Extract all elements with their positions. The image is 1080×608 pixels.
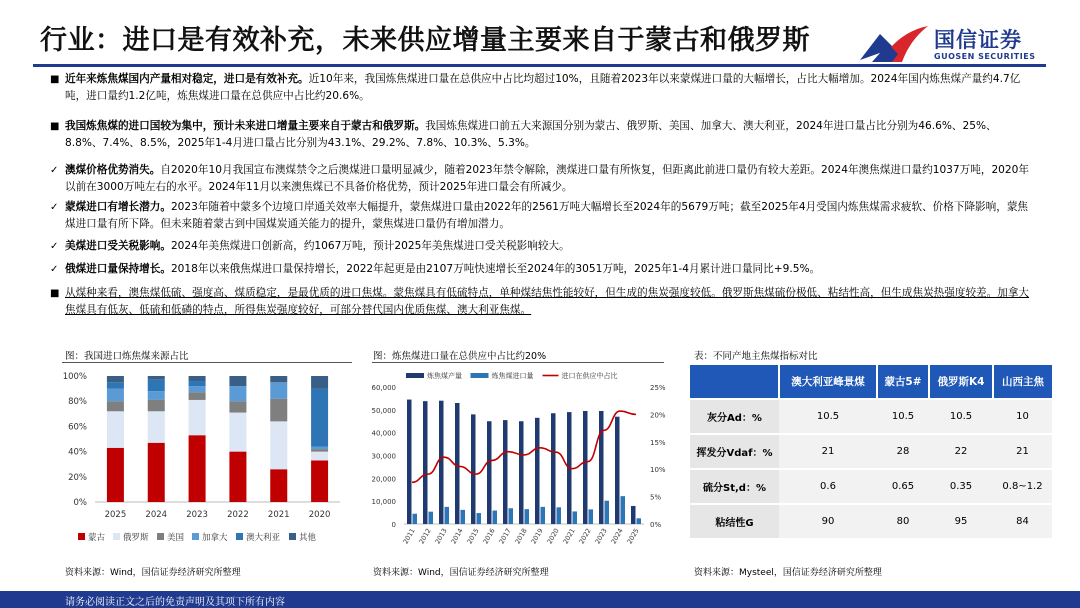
x-tick-label: 2020 — [545, 527, 561, 546]
y-tick-label: 10,000 — [371, 498, 396, 507]
bar-segment-俄罗斯 — [107, 411, 124, 448]
bar-import — [541, 507, 546, 524]
x-tick-label: 2013 — [433, 527, 449, 546]
x-tick-label: 2023 — [593, 527, 609, 546]
bar-production — [551, 413, 556, 524]
table-cell: 95 — [929, 504, 993, 538]
bar-segment-澳大利亚 — [107, 382, 124, 388]
header-divider — [33, 64, 1046, 67]
paragraph-2-text: 我国炼焦煤进口前五大来源国分别为蒙古、俄罗斯、美国、加拿大、澳大利亚，2024年进口量占比分别为46.6%、25%、8.8%、7.4%、8.5%，2025年1-4月进口量占比分别为43.1%、29.2%、7.8%、10.3%、5.3%。 — [65, 120, 997, 149]
y-tick-label: 50,000 — [371, 406, 396, 415]
bar-segment-澳大利亚 — [148, 380, 165, 391]
page-title: 行业：进口是有效补充，未来供应增量主要来自于蒙古和俄罗斯 — [40, 25, 810, 56]
bar-segment-其他 — [311, 376, 328, 389]
y-tick-label: 40% — [68, 447, 87, 458]
logo-text-en: GUOSEN SECURITIES — [934, 52, 1036, 61]
x-tick-label: 2016 — [481, 527, 497, 546]
bar-segment-其他 — [189, 376, 206, 381]
y-tick-label: 20,000 — [371, 475, 396, 484]
bar-production — [631, 506, 636, 524]
x-tick-label: 2023 — [186, 510, 208, 520]
legend-label: 澳大利亚 — [246, 533, 281, 543]
bar-segment-其他 — [107, 376, 124, 382]
bar-import — [589, 509, 594, 524]
bar-segment-美国 — [311, 449, 328, 452]
table-row-label: 挥发分Vdaf：% — [690, 434, 779, 469]
table-cell: 84 — [993, 504, 1052, 538]
bar-production — [423, 401, 428, 524]
paragraph-1-lead: 近年来炼焦煤国内产量相对稳定，进口是有效补充。 — [65, 73, 309, 85]
table-header-cell: 山西主焦 — [993, 365, 1052, 399]
paragraph-5 — [65, 238, 1030, 255]
bar-segment-其他 — [229, 376, 246, 386]
bar-import — [413, 514, 418, 524]
legend-swatch — [406, 373, 424, 378]
y2-tick-label: 5% — [650, 493, 662, 502]
bar-production — [615, 417, 620, 524]
table-cell: 0.35 — [929, 469, 993, 504]
y2-tick-label: 15% — [650, 438, 666, 447]
x-tick-label: 2021 — [267, 510, 290, 520]
paragraph-4 — [65, 199, 1030, 233]
paragraph-4-text: 2023年随着中蒙多个边境口岸通关效率大幅提升，蒙焦煤进口量由2022年的2561万吨大幅增长至2024年的5679万吨；截至2025年4月受国内炼焦煤需求疲软、价格下降影响，蒙焦煤进口量有所下降。但未来随着蒙古到中国煤炭通关能力的提升，蒙焦煤进口量仍有增加潜力。 — [65, 201, 1029, 230]
bar-import — [637, 518, 642, 524]
bar-production — [455, 403, 460, 524]
table-cell: 0.6 — [779, 469, 877, 504]
paragraph-3 — [65, 162, 1030, 196]
logo-mark-icon — [858, 22, 930, 66]
bullet-square-icon: ■ — [50, 121, 60, 132]
legend-swatch — [192, 533, 199, 540]
bullet-square-icon: ■ — [50, 288, 60, 299]
table-cell: 10.5 — [779, 399, 877, 434]
bar-production — [535, 418, 540, 524]
y-tick-label: 100% — [62, 372, 87, 382]
x-tick-label: 2025 — [104, 510, 127, 520]
table-cell: 10.5 — [877, 399, 929, 434]
x-tick-label: 2022 — [577, 527, 593, 546]
legend-label: 美国 — [167, 533, 185, 543]
bar-import — [621, 496, 626, 524]
bar-segment-俄罗斯 — [189, 400, 206, 435]
import-source-share-chart — [60, 364, 355, 564]
paragraph-2 — [65, 118, 1030, 152]
legend-swatch — [113, 533, 120, 540]
bar-import — [461, 510, 466, 524]
bar-segment-蒙古 — [189, 435, 206, 502]
bar-import — [605, 501, 610, 524]
bar-segment-其他 — [148, 376, 165, 380]
footer-bar — [0, 591, 1080, 608]
bar-segment-蒙古 — [311, 460, 328, 502]
x-tick-label: 2012 — [417, 527, 433, 546]
bar-import — [509, 508, 514, 524]
table-cell: 22 — [929, 434, 993, 469]
table-cell: 10 — [993, 399, 1052, 434]
paragraph-6 — [65, 261, 1030, 278]
checkmark-icon: ✓ — [50, 241, 59, 252]
bar-segment-俄罗斯 — [229, 413, 246, 452]
table-cell: 80 — [877, 504, 929, 538]
paragraph-6-text: 2018年以来俄焦煤进口量保持增长，2022年起更是由2107万吨快速增长至2024年的3051万吨，2025年1-4月累计进口量同比+9.5%。 — [170, 263, 821, 275]
bar-segment-美国 — [229, 401, 246, 412]
bullet-square-icon: ■ — [50, 74, 60, 85]
table-cell: 10.5 — [929, 399, 993, 434]
coking-coal-comparison-table — [690, 365, 1052, 538]
bar-import — [429, 512, 434, 524]
y-tick-label: 0% — [73, 498, 87, 508]
legend-swatch — [157, 533, 164, 540]
legend-label: 炼焦煤进口量 — [491, 372, 534, 380]
paragraph-6-lead: 俄煤进口量保持增长。 — [65, 263, 171, 275]
bar-import — [557, 507, 562, 524]
bar-segment-美国 — [107, 401, 124, 411]
import-share-of-supply-chart — [368, 364, 668, 564]
table-header-cell: 澳大利亚峰景煤 — [779, 365, 877, 399]
legend-swatch — [471, 373, 489, 378]
legend-label: 加拿大 — [202, 533, 228, 543]
bar-segment-加拿大 — [270, 382, 287, 398]
table-row-label: 硫分St,d：% — [690, 469, 779, 504]
paragraph-4-lead: 蒙煤进口有增长潜力。 — [65, 201, 171, 213]
bar-production — [439, 401, 444, 524]
bar-production — [599, 411, 604, 524]
checkmark-icon: ✓ — [50, 202, 59, 213]
bar-segment-澳大利亚 — [189, 381, 206, 386]
y-tick-label: 60% — [68, 422, 87, 433]
table-cell: 90 — [779, 504, 877, 538]
y2-tick-label: 20% — [650, 411, 666, 420]
paragraph-3-text: 自2020年10月我国宣布澳煤禁令之后澳煤进口量明显减少，随着2023年禁令解除，澳煤进口量有所恢复，但距离此前进口量仍有较大差距。2024年澳焦煤进口量约1037万吨，2020年以前在3000万吨左右的水平。2024年11月以来澳焦煤已不具备价格优势，预计2025年进口量会有所减少。 — [65, 164, 1029, 193]
y-tick-label: 20% — [68, 472, 87, 483]
x-tick-label: 2015 — [465, 527, 481, 546]
table-header-cell — [690, 365, 779, 399]
bar-production — [487, 421, 492, 524]
table-header-cell: 蒙古5# — [877, 365, 929, 399]
paragraph-1 — [65, 71, 1030, 105]
paragraph-5-text: 2024年美焦煤进口创新高，约1067万吨，预计2025年美焦煤进口受关税影响较大。 — [170, 240, 570, 252]
bar-import — [573, 511, 578, 524]
x-tick-label: 2019 — [529, 527, 545, 546]
legend-swatch — [78, 533, 85, 540]
panel-1-divider — [62, 362, 352, 363]
bar-segment-俄罗斯 — [270, 421, 287, 469]
table-cell: 0.8~1.2 — [993, 469, 1052, 504]
x-tick-label: 2018 — [513, 527, 529, 546]
bar-production — [583, 411, 588, 524]
panel-1-source: 资料来源：Wind，国信证券经济研究所整理 — [65, 568, 241, 578]
legend-label: 蒙古 — [88, 533, 106, 543]
table-cell: 21 — [779, 434, 877, 469]
table-row-label: 灰分Ad：% — [690, 399, 779, 434]
bar-import — [477, 513, 482, 524]
x-tick-label: 2021 — [561, 527, 577, 546]
bar-segment-蒙古 — [229, 452, 246, 502]
logo-text-cn: 国信证券 — [934, 28, 1022, 52]
checkmark-icon: ✓ — [50, 264, 59, 275]
bar-segment-加拿大 — [148, 391, 165, 400]
bar-segment-澳大利亚 — [311, 389, 328, 447]
table-row — [690, 399, 1052, 434]
table-row-label: 粘结性G — [690, 504, 779, 538]
x-tick-label: 2020 — [308, 510, 331, 520]
table-row — [690, 504, 1052, 538]
paragraph-7: 从煤种来看，澳焦煤低硫、强度高、煤质稳定，是最优质的进口焦煤。蒙焦煤具有低硫特点，单种煤结焦性能较好，但生成的焦炭强度较低。俄罗斯焦煤硫份极低、粘结性高，但生成焦炭热强度较差。加拿大焦煤具有低灰、低硫和低磷的特点，所得焦炭强度较好，可部分替代国内优质焦煤、澳大利亚焦煤。 — [65, 287, 1030, 316]
bar-production — [407, 400, 412, 524]
legend-label: 炼焦煤产量 — [427, 372, 462, 380]
company-logo — [858, 22, 1058, 66]
x-tick-label: 2011 — [401, 527, 417, 546]
bar-segment-加拿大 — [229, 386, 246, 401]
legend-label: 俄罗斯 — [123, 533, 149, 543]
table-row — [690, 434, 1052, 469]
panel-2-divider — [372, 362, 664, 363]
bar-segment-加拿大 — [311, 447, 328, 450]
table-header-row — [690, 365, 1052, 399]
x-tick-label: 2017 — [497, 527, 513, 546]
panel-2-source: 资料来源：Wind，国信证券经济研究所整理 — [373, 568, 549, 578]
checkmark-icon: ✓ — [50, 165, 59, 176]
legend-label: 其他 — [299, 533, 317, 543]
panel-1-title: 图：我国进口炼焦煤来源占比 — [65, 351, 189, 362]
bar-segment-蒙古 — [107, 448, 124, 502]
y2-tick-label: 25% — [650, 384, 666, 392]
bar-segment-蒙古 — [270, 469, 287, 502]
y2-tick-label: 10% — [650, 466, 666, 475]
footer-disclaimer: 请务必阅读正文之后的免责声明及其项下所有内容 — [65, 597, 285, 608]
x-tick-label: 2024 — [609, 527, 625, 546]
legend-swatch — [236, 533, 243, 540]
paragraph-5-lead: 美煤进口受关税影响。 — [65, 240, 171, 252]
table-cell: 0.65 — [877, 469, 929, 504]
y-tick-label: 80% — [68, 397, 87, 408]
bar-import — [445, 507, 450, 524]
y-tick-label: 30,000 — [371, 452, 396, 461]
bar-production — [519, 421, 524, 524]
legend-swatch — [289, 533, 296, 540]
y-tick-label: 60,000 — [371, 384, 396, 392]
bar-segment-蒙古 — [148, 443, 165, 502]
bar-segment-美国 — [189, 392, 206, 400]
bar-production — [503, 420, 508, 524]
bar-segment-其他 — [270, 376, 287, 382]
table-row — [690, 469, 1052, 504]
bar-import — [493, 511, 498, 524]
x-tick-label: 2022 — [227, 510, 249, 520]
bar-segment-加拿大 — [189, 386, 206, 392]
bar-segment-加拿大 — [107, 389, 124, 402]
bar-segment-美国 — [270, 399, 287, 422]
bar-segment-美国 — [148, 400, 165, 411]
x-tick-label: 2025 — [625, 527, 641, 546]
y-tick-label: 0 — [391, 521, 396, 529]
table-cell: 28 — [877, 434, 929, 469]
table-cell: 21 — [993, 434, 1052, 469]
legend-label: 进口在供应中占比 — [561, 372, 618, 380]
bar-segment-俄罗斯 — [148, 411, 165, 443]
panel-2-title: 图：炼焦煤进口量在总供应中占比约20% — [373, 351, 547, 362]
y-tick-label: 40,000 — [371, 429, 396, 438]
paragraph-2-lead: 我国炼焦煤的进口国较为集中，预计未来进口增量主要来自于蒙古和俄罗斯。 — [65, 120, 426, 132]
bar-production — [471, 414, 476, 524]
table-header-cell: 俄罗斯K4 — [929, 365, 993, 399]
bar-segment-俄罗斯 — [311, 452, 328, 461]
x-tick-label: 2014 — [449, 527, 465, 546]
y2-tick-label: 0% — [650, 521, 662, 529]
x-tick-label: 2024 — [145, 510, 168, 520]
panel-3-source: 资料来源：Mysteel，国信证券经济研究所整理 — [694, 568, 882, 578]
bar-import — [525, 509, 530, 524]
panel-3-title: 表：不同产地主焦煤指标对比 — [694, 351, 818, 362]
paragraph-1-text: 近10年来，我国炼焦煤进口量在总供应中占比均超过10%，且随着2023年以来蒙煤进口量的大幅增长，占比大幅增加。2024年国内炼焦煤产量约4.7亿吨，进口量约1.2亿吨，炼焦煤进口量在总供应中占比约20.6%。 — [65, 73, 1021, 102]
paragraph-3-lead: 澳煤价格优势消失。 — [65, 164, 161, 176]
